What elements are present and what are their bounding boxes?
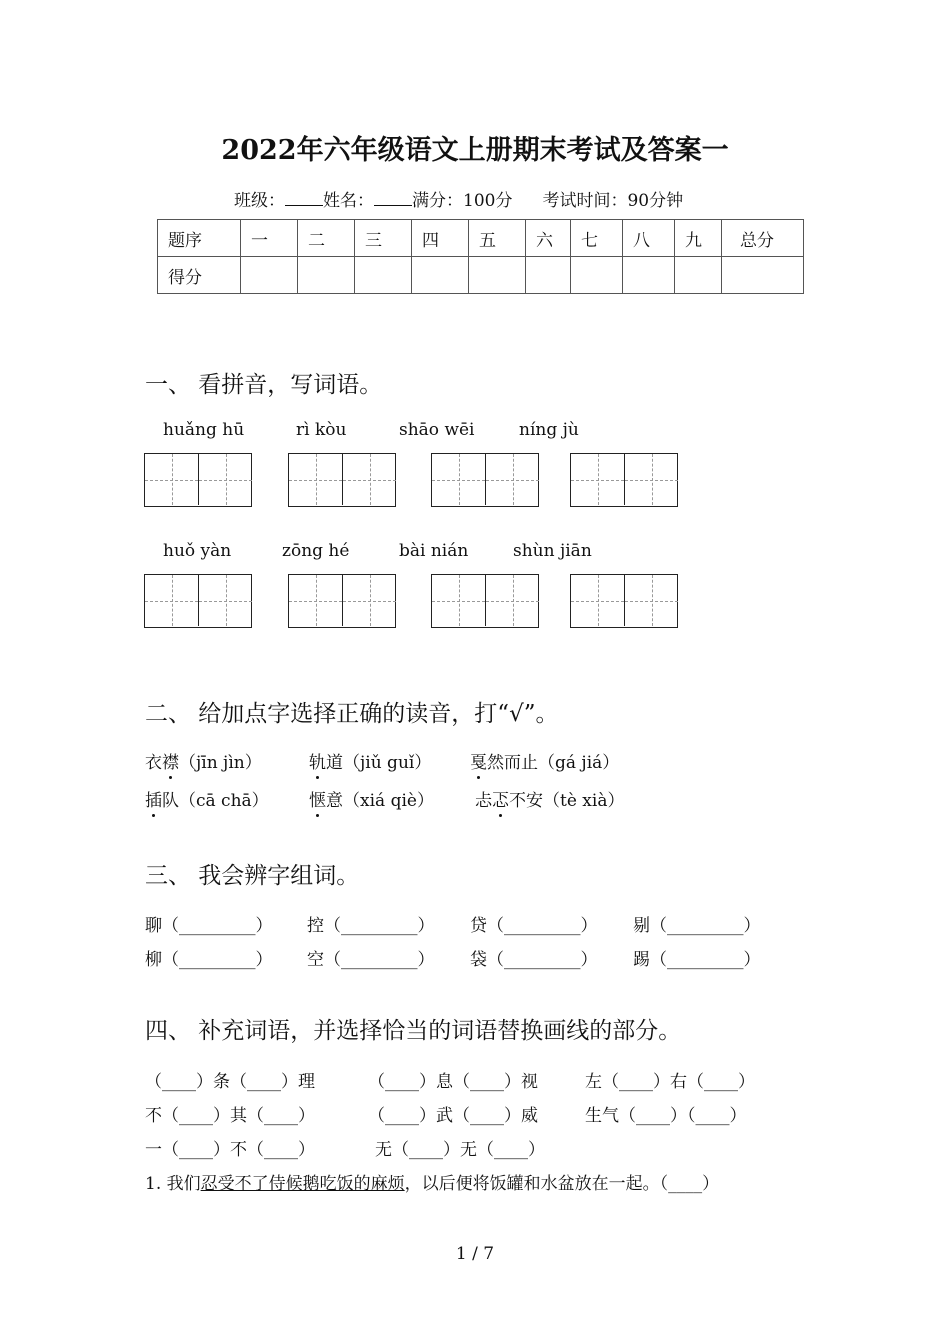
q1-pre: 1. 我们 — [145, 1174, 201, 1194]
item-options: 队（cā chā） — [162, 791, 269, 811]
score-header-cell: 六 — [526, 220, 571, 257]
score-cell[interactable] — [241, 257, 298, 294]
pinyin-label: níng jù — [519, 420, 579, 440]
score-header-cell: 八 — [623, 220, 675, 257]
idiom-blank[interactable]: 无（____）无（____） — [375, 1140, 545, 1160]
reading-item[interactable] — [475, 786, 624, 811]
word-blank[interactable]: 控（_________） — [307, 916, 435, 936]
score-header-cell: 三 — [355, 220, 412, 257]
score-cell[interactable] — [623, 257, 675, 294]
item-options: 道（jiǔ guǐ） — [326, 753, 432, 773]
reading-item[interactable] — [309, 748, 431, 773]
word-blank[interactable]: 袋（_________） — [470, 950, 598, 970]
item-options: 然而止（gá jiá） — [487, 753, 620, 773]
score-header-row — [158, 220, 804, 257]
full-score: 满分：100分 — [412, 191, 513, 211]
q1-post: ，以后便将饭罐和水盆放在一起。（____） — [404, 1174, 720, 1194]
idiom-blank[interactable]: （____）武（____）威 — [368, 1106, 538, 1126]
pinyin-label: shāo wēi — [399, 420, 475, 440]
item-options: 不安（tè xià） — [509, 791, 625, 811]
idiom-blank[interactable]: 不（____）其（____） — [145, 1106, 315, 1126]
score-header-cell: 七 — [571, 220, 623, 257]
exam-info — [234, 186, 683, 211]
score-cell[interactable] — [469, 257, 526, 294]
page-title: 2022年六年级语文上册期末考试及答案一 — [221, 135, 729, 166]
dotted-char: 轨 — [309, 753, 326, 773]
word-blank[interactable]: 柳（_________） — [145, 950, 273, 970]
dotted-char: 惬 — [309, 791, 326, 811]
dotted-char: 插 — [145, 791, 162, 811]
score-header-cell: 九 — [675, 220, 722, 257]
word-blank[interactable]: 剔（_________） — [633, 916, 761, 936]
score-cell[interactable] — [526, 257, 571, 294]
pinyin-label: zōng hé — [282, 541, 350, 561]
score-header-cell: 二 — [298, 220, 355, 257]
score-cell[interactable] — [412, 257, 469, 294]
word-blank[interactable]: 贷（_________） — [470, 916, 598, 936]
score-cell[interactable] — [571, 257, 623, 294]
writing-grid[interactable] — [431, 574, 539, 628]
score-cell[interactable] — [675, 257, 722, 294]
pinyin-label: bài nián — [399, 541, 469, 561]
score-table — [157, 219, 804, 294]
writing-grid[interactable] — [570, 453, 678, 507]
q1-underlined: 忍受不了侍候鹅吃饭的麻烦 — [200, 1174, 405, 1194]
item-options: （jīn jìn） — [179, 753, 262, 773]
class-label: 班级： — [234, 191, 285, 211]
word-blank[interactable]: 聊（_________） — [145, 916, 273, 936]
score-cell[interactable] — [722, 257, 804, 294]
section1-heading: 一、 看拼音，写词语。 — [145, 372, 383, 398]
writing-grid[interactable] — [144, 453, 252, 507]
reading-item[interactable] — [470, 748, 619, 773]
dotted-char: 襟 — [162, 753, 179, 773]
writing-grid[interactable] — [144, 574, 252, 628]
name-label: 姓名： — [323, 191, 374, 211]
score-cell[interactable] — [298, 257, 355, 294]
question-1[interactable] — [145, 1169, 719, 1194]
score-header-cell: 一 — [241, 220, 298, 257]
pinyin-label: huǒ yàn — [163, 541, 232, 561]
word-blank[interactable]: 踢（_________） — [633, 950, 761, 970]
reading-item[interactable] — [145, 748, 262, 773]
item-options: 意（xiá qiè） — [326, 791, 434, 811]
score-cell[interactable] — [355, 257, 412, 294]
pinyin-label: shùn jiān — [513, 541, 592, 561]
dotted-char: 戛 — [470, 753, 487, 773]
pinyin-label: rì kòu — [296, 420, 347, 440]
class-blank[interactable] — [285, 189, 323, 206]
idiom-blank[interactable]: （____）条（____）理 — [145, 1072, 315, 1092]
section3-heading: 三、 我会辨字组词。 — [145, 863, 360, 889]
section2-heading: 二、 给加点字选择正确的读音，打“√”。 — [145, 701, 559, 727]
score-header-cell: 题序 — [158, 220, 241, 257]
writing-grid[interactable] — [570, 574, 678, 628]
dotted-char: 忑 — [492, 791, 509, 811]
name-blank[interactable] — [374, 189, 412, 206]
exam-time: 考试时间：90分钟 — [542, 191, 684, 211]
idiom-blank[interactable]: 左（____）右（____） — [585, 1072, 755, 1092]
score-header-cell: 五 — [469, 220, 526, 257]
writing-grid[interactable] — [288, 574, 396, 628]
idiom-blank[interactable]: （____）息（____）视 — [368, 1072, 538, 1092]
word-blank[interactable]: 空（_________） — [307, 950, 435, 970]
item-text: 衣 — [145, 753, 162, 773]
score-row-label: 得分 — [158, 257, 241, 294]
pinyin-label: huǎng hū — [163, 420, 245, 440]
section4-heading: 四、 补充词语，并选择恰当的词语替换画线的部分。 — [145, 1018, 682, 1044]
idiom-blank[interactable]: 一（____）不（____） — [145, 1140, 315, 1160]
idiom-blank[interactable]: 生气（____）（____） — [585, 1106, 747, 1126]
score-row — [158, 257, 804, 294]
reading-item[interactable] — [309, 786, 434, 811]
writing-grid[interactable] — [288, 453, 396, 507]
writing-grid[interactable] — [431, 453, 539, 507]
page-number: 1 / 7 — [455, 1244, 495, 1264]
reading-item[interactable] — [145, 786, 269, 811]
item-text: 忐 — [475, 791, 492, 811]
score-header-cell: 四 — [412, 220, 469, 257]
score-header-cell: 总分 — [722, 220, 804, 257]
